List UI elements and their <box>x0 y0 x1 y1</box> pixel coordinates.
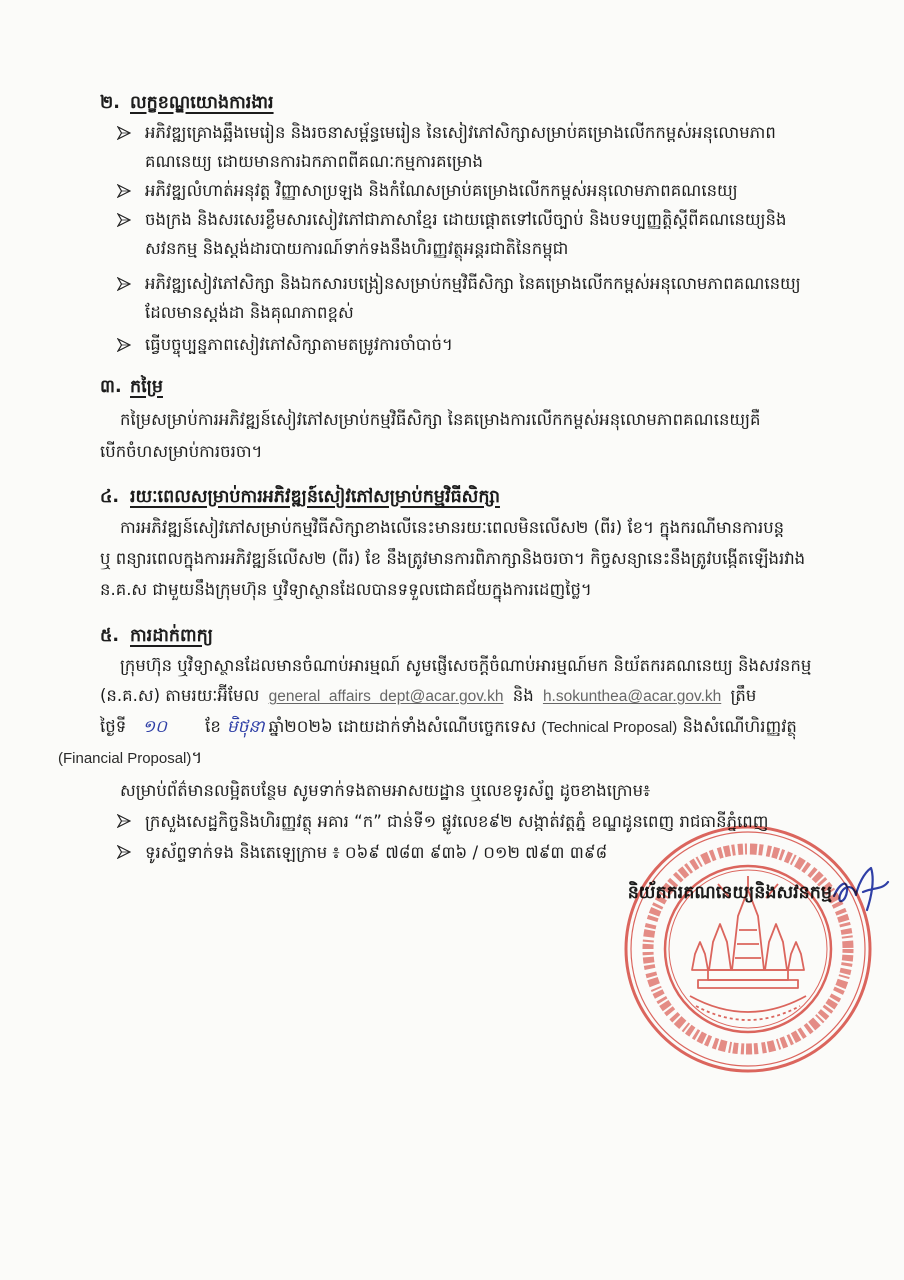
paragraph-line: ការអភិវឌ្ឍន៍សៀវភៅសម្រាប់កម្មវិធីសិក្សាខាងលើនេះមានរយៈពេលមិនលើស២ (ពីរ) ខែ។ ក្នុងករណីមានការបន្ត <box>120 518 785 537</box>
line-text: ត្រឹម <box>730 686 757 705</box>
section-title: កម្រៃ <box>130 377 163 397</box>
line-text: ។ <box>191 748 203 767</box>
email-link-general-affairs[interactable]: general_affairs_dept@acar.gov.kh <box>268 688 504 705</box>
line-text: និង <box>512 686 534 705</box>
paragraph-line: កម្រៃសម្រាប់ការអភិវឌ្ឍន៍សៀវភៅសម្រាប់កម្មវិធីសិក្សា នៃគម្រោងការលើកកម្ពស់អនុលោមភាពគណនេយ្យគឺ <box>120 410 761 429</box>
section-heading <box>0 621 854 651</box>
paragraph-line: បើកចំហសម្រាប់ការចរចា។ <box>100 442 263 461</box>
list-item-line: ដែលមានស្តង់ដា និងគុណភាពខ្ពស់ <box>145 303 354 322</box>
paragraph <box>0 651 854 774</box>
paragraph-line: ន.គ.ស ជាមួយនឹងក្រុមហ៊ុន ឬវិទ្យាស្ថានដែលបានទទួលជោគជ័យក្នុងការដេញថ្លៃ។ <box>100 580 592 599</box>
list-item-line: អភិវឌ្ឍគ្រោងឆ្អឹងមេរៀន និងរចនាសម្ព័ន្ធមេរៀន នៃសៀវភៅសិក្សាសម្រាប់គម្រោងលើកកម្ពស់អនុលោមភាព <box>145 123 776 142</box>
technical-proposal-label: (Technical Proposal) <box>541 719 678 736</box>
document-body <box>0 88 904 908</box>
list-item-line: អភិវឌ្ឍសៀវភៅសិក្សា និងឯកសារបង្រៀនសម្រាប់កម្មវិធីសិក្សា នៃគម្រោងលើកកម្ពស់អនុលោមភាពគណនេយ្យ <box>145 274 801 293</box>
list-item <box>0 269 854 327</box>
month-label: ខែ <box>205 717 221 736</box>
section-title: រយៈពេលសម្រាប់ការអភិវឌ្ឍន៍សៀវភៅសម្រាប់កម្មវិធីសិក្សា <box>130 487 500 507</box>
contact-phone: ទូរស័ព្ទទាក់ទង និងតេឡេក្រាម ៖ ០៦៩ ៧៨៣ ៩៣៦ / ០១២ ៧៩៣ ៣៩៨ <box>145 843 608 862</box>
paragraph-line: ឬ ពន្យារពេលក្នុងការអភិវឌ្ឍន៍លើស២ (ពីរ) ខែ នឹងត្រូវមានការពិភាក្សានិងចរចា។ កិច្ចសន្យានេះនឹងត្រូវបង្កើតឡើងរវាង <box>100 549 806 568</box>
section-number: ២. <box>100 93 120 113</box>
section-duration <box>0 482 854 605</box>
section-number: ៣. <box>100 377 122 397</box>
section-fee <box>0 372 854 468</box>
paragraph <box>0 776 854 806</box>
contact-address: ក្រសួងសេដ្ឋកិច្ចនិងហិរញ្ញវត្ថុ អគារ “ក” ជាន់ទី១ ផ្លូវលេខ៩២ សង្កាត់វត្តភ្នំ ខណ្ឌដូនពេញ រាជធានីភ្នំពេញ <box>145 812 769 831</box>
handwritten-day: ១០ <box>142 717 168 737</box>
arrowhead-bullet-icon <box>117 814 131 828</box>
list-item <box>0 330 854 359</box>
section-title: លក្ខខណ្ឌយោងការងារ <box>130 93 274 113</box>
arrowhead-bullet-icon <box>117 126 131 140</box>
list-item <box>0 118 854 176</box>
section-heading <box>0 372 854 402</box>
official-seal-icon <box>620 820 876 1078</box>
line-text: (ន.គ.ស) តាមរយៈអ៊ីមែល <box>100 686 260 705</box>
list-item <box>0 176 854 205</box>
financial-proposal-label: (Financial Proposal) <box>58 750 192 767</box>
paragraph-line <box>58 743 854 774</box>
paragraph <box>0 512 854 605</box>
section-terms-of-reference <box>0 88 854 359</box>
date-label: ថ្ងៃទី <box>100 717 127 736</box>
paragraph-line: ក្រុមហ៊ុន ឬវិទ្យាស្ថានដែលមានចំណាប់អារម្មណ៍ សូមផ្ញើសេចក្តីចំណាប់អារម្មណ៍មក និយ័តករគណនេយ្យ និងសវនកម្ម <box>120 656 812 675</box>
list-item <box>0 205 854 263</box>
list-item-line: ចងក្រង និងសរសេរខ្លឹមសារសៀវភៅជាភាសាខ្មែរ ដោយផ្តោតទៅលើច្បាប់ និងបទប្បញ្ញត្តិស្តីពីគណនេយ្យនិង <box>145 210 787 229</box>
list-item-line: សវនកម្ម និងស្តង់ដារបាយការណ៍ទាក់ទងនឹងហិរញ្ញវត្ថុអន្តរជាតិនៃកម្ពុជា <box>145 239 569 258</box>
arrowhead-bullet-icon <box>117 213 131 227</box>
handwritten-month: មិថុនា <box>226 717 265 737</box>
email-link-contact[interactable]: h.sokunthea@acar.gov.kh <box>542 688 722 705</box>
section-heading <box>0 482 854 512</box>
list-item-line: ធ្វើបច្ចុប្បន្នភាពសៀវភៅសិក្សាតាមតម្រូវការចាំបាច់។ <box>145 335 453 354</box>
section-title: ការដាក់ពាក្យ <box>130 626 213 646</box>
arrowhead-bullet-icon <box>117 845 131 859</box>
arrowhead-bullet-icon <box>117 277 131 291</box>
paragraph <box>0 404 854 468</box>
contact-intro: សម្រាប់ព័ត៌មានលម្អិតបន្ថែម សូមទាក់ទងតាមអាសយដ្ឋាន ឬលេខទូរស័ព្ទ ដូចខាងក្រោម៖ <box>120 781 651 800</box>
section-number: ៤. <box>100 487 120 507</box>
signatory-title: និយ័តករគណនេយ្យនិងសវនកម្ម <box>627 883 832 903</box>
paragraph-line <box>100 712 854 743</box>
list-item-line: គណនេយ្យ ដោយមានការឯកភាពពីគណៈកម្មការគម្រោង <box>145 152 483 171</box>
arrowhead-bullet-icon <box>117 184 131 198</box>
arrowhead-bullet-icon <box>117 338 131 352</box>
section-application <box>0 621 854 774</box>
section-number: ៥. <box>100 626 120 646</box>
section-heading <box>0 88 854 118</box>
line-text: និងសំណើហិរញ្ញវត្ថុ <box>682 717 797 736</box>
line-text: ឆ្នាំ២០២៦ ដោយដាក់ទាំងសំណើបច្ចេកទេស <box>268 717 537 736</box>
paragraph-line <box>100 681 854 712</box>
list-item-line: អភិវឌ្ឍលំហាត់អនុវត្ត វិញ្ញាសាប្រឡង និងកំណែសម្រាប់គម្រោងលើកកម្ពស់អនុលោមភាពគណនេយ្យ <box>145 181 738 200</box>
